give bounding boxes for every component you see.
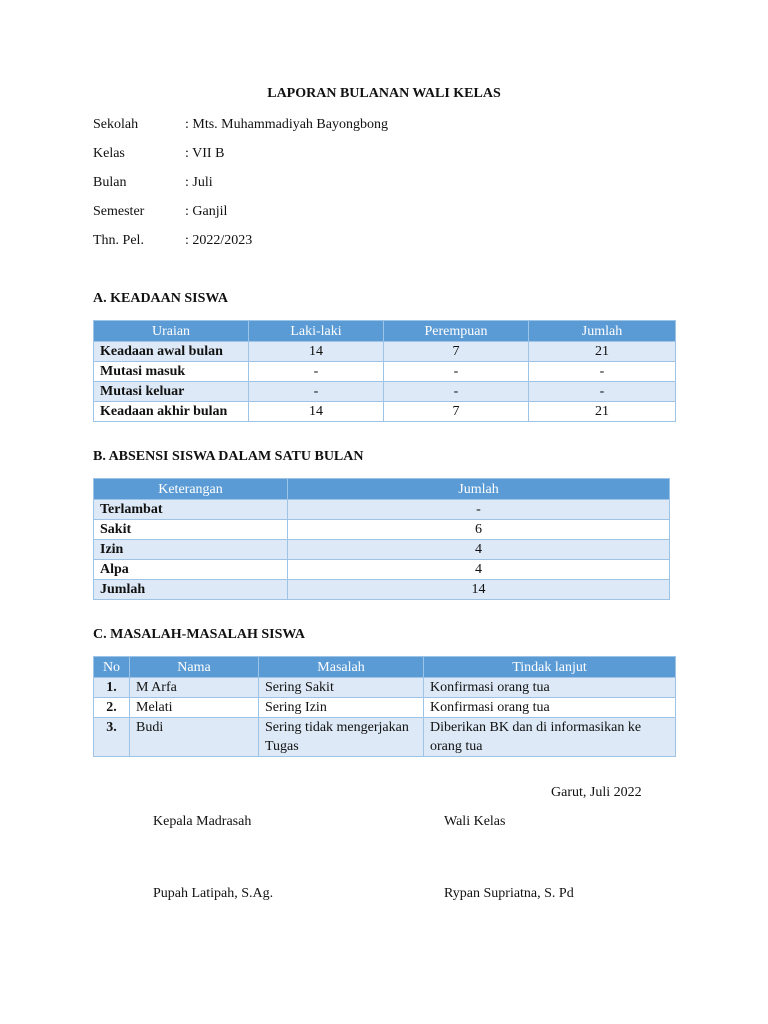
table-cell: Konfirmasi orang tua [424, 698, 676, 718]
info-label: Thn. Pel. [93, 233, 144, 248]
row-label: Jumlah [94, 580, 288, 600]
table-cell: Sering tidak mengerjakan Tugas [259, 718, 424, 757]
left-signatory-name: Pupah Latipah, S.Ag. [153, 886, 274, 901]
column-header: No [94, 657, 130, 678]
row-label: Terlambat [94, 500, 288, 520]
row-label: Alpa [94, 560, 288, 580]
table-cell: Konfirmasi orang tua [424, 678, 676, 698]
table-cell: - [249, 362, 384, 382]
table-cell: 4 [288, 540, 670, 560]
table-cell: Sering Izin [259, 698, 424, 718]
keadaan-siswa-table [93, 320, 676, 422]
row-label: Keadaan awal bulan [94, 342, 249, 362]
info-value: : Mts. Muhammadiyah Bayongbong [185, 117, 388, 132]
info-value: : Juli [185, 175, 213, 190]
table-row [94, 382, 676, 402]
right-signatory-name: Rypan Supriatna, S. Pd [444, 886, 574, 901]
info-value: : Ganjil [185, 204, 228, 219]
column-header: Laki-laki [249, 321, 384, 342]
info-row-sekolah [93, 115, 388, 135]
table-cell: 4 [288, 560, 670, 580]
section-c-heading: C. MASALAH-MASALAH SISWA [93, 627, 305, 642]
row-number: 2. [94, 698, 130, 718]
table-cell: Melati [130, 698, 259, 718]
place-date: Garut, Juli 2022 [551, 785, 642, 800]
right-signatory-role: Wali Kelas [444, 814, 506, 829]
column-header: Keterangan [94, 479, 288, 500]
table-cell: - [529, 382, 676, 402]
table-cell: Diberikan BK dan di informasikan ke orang tua [424, 718, 676, 757]
info-label: Kelas [93, 146, 125, 161]
info-row-semester [93, 202, 227, 222]
section-a-heading: A. KEADAAN SISWA [93, 291, 228, 306]
report-title: LAPORAN BULANAN WALI KELAS [267, 86, 501, 101]
column-header: Nama [130, 657, 259, 678]
table-cell: M Arfa [130, 678, 259, 698]
info-label: Bulan [93, 175, 127, 190]
column-header: Perempuan [384, 321, 529, 342]
table-cell: 14 [249, 402, 384, 422]
info-row-tahun-pelajaran [93, 231, 252, 251]
table-row [94, 560, 670, 580]
table-cell: 7 [384, 342, 529, 362]
column-header: Jumlah [288, 479, 670, 500]
table-header-row [94, 479, 670, 500]
info-label: Semester [93, 204, 145, 219]
table-row [94, 402, 676, 422]
table-row [94, 718, 676, 757]
column-header: Uraian [94, 321, 249, 342]
row-label: Mutasi keluar [94, 382, 249, 402]
table-cell: Budi [130, 718, 259, 757]
row-label: Keadaan akhir bulan [94, 402, 249, 422]
table-cell: - [384, 362, 529, 382]
table-row [94, 678, 676, 698]
table-row [94, 580, 670, 600]
masalah-siswa-table [93, 656, 676, 757]
table-cell: 21 [529, 342, 676, 362]
table-cell: - [529, 362, 676, 382]
row-label: Izin [94, 540, 288, 560]
table-header-row [94, 657, 676, 678]
column-header: Jumlah [529, 321, 676, 342]
row-label: Mutasi masuk [94, 362, 249, 382]
info-label: Sekolah [93, 117, 139, 132]
info-value: : 2022/2023 [185, 233, 253, 248]
table-header-row [94, 321, 676, 342]
table-row [94, 540, 670, 560]
column-header: Tindak lanjut [424, 657, 676, 678]
table-cell: 21 [529, 402, 676, 422]
absensi-siswa-table [93, 478, 670, 600]
table-cell: 7 [384, 402, 529, 422]
table-row [94, 362, 676, 382]
table-cell: - [288, 500, 670, 520]
column-header: Masalah [259, 657, 424, 678]
left-signatory-role: Kepala Madrasah [153, 814, 252, 829]
info-row-bulan [93, 173, 213, 193]
table-cell: 14 [288, 580, 670, 600]
info-row-kelas [93, 144, 224, 164]
table-cell: 6 [288, 520, 670, 540]
table-row [94, 342, 676, 362]
table-cell: Sering Sakit [259, 678, 424, 698]
table-row [94, 698, 676, 718]
section-b-heading: B. ABSENSI SISWA DALAM SATU BULAN [93, 449, 364, 464]
table-row [94, 520, 670, 540]
row-number: 1. [94, 678, 130, 698]
row-label: Sakit [94, 520, 288, 540]
row-number: 3. [94, 718, 130, 757]
table-row [94, 500, 670, 520]
table-cell: - [384, 382, 529, 402]
info-value: : VII B [185, 146, 225, 161]
table-cell: 14 [249, 342, 384, 362]
table-cell: - [249, 382, 384, 402]
